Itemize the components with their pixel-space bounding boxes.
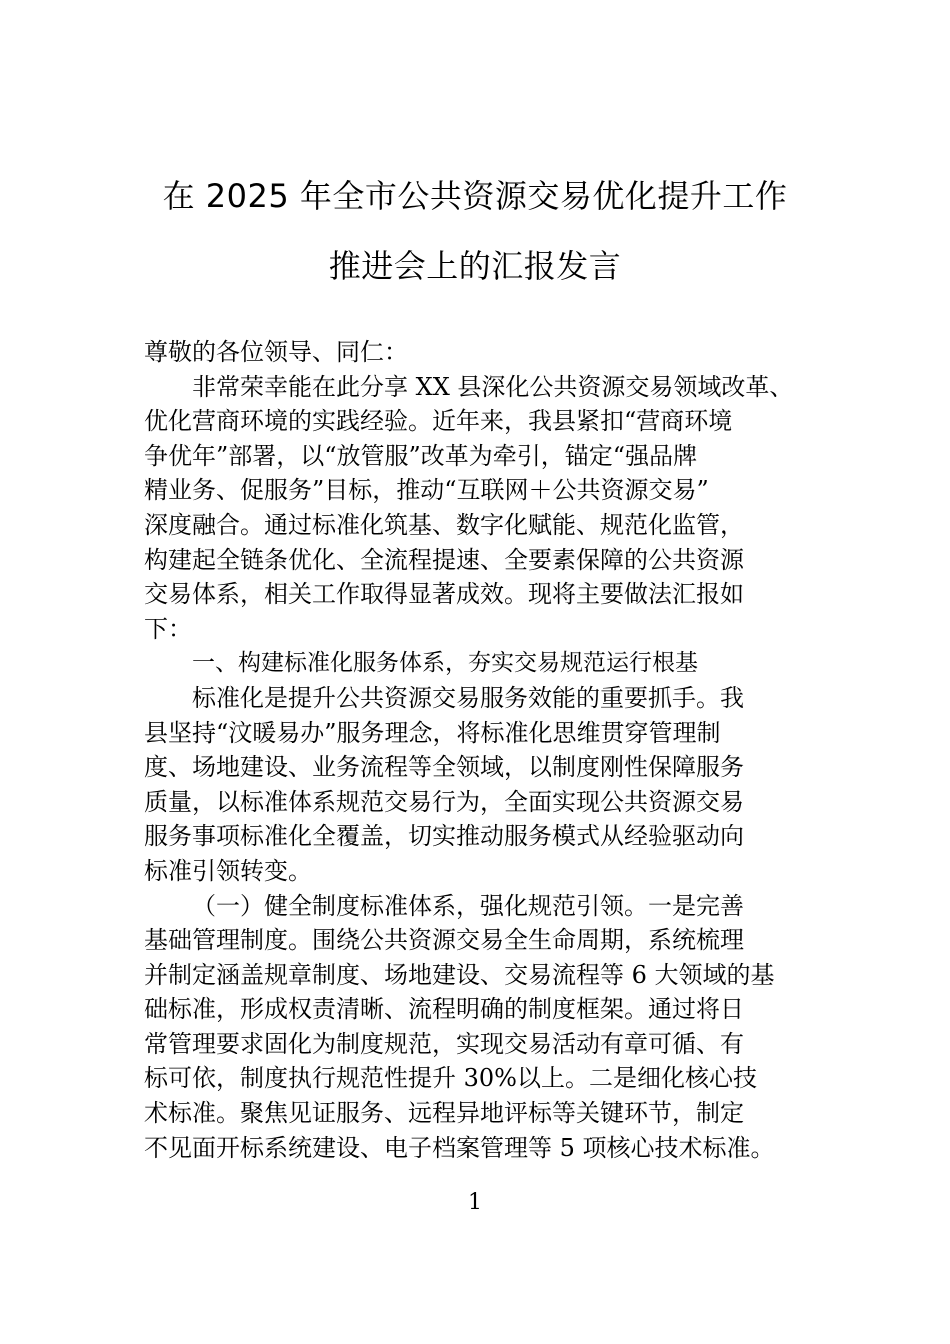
paragraph-line: （一）健全制度标准体系，强化规范引领。一是完善 (192, 891, 744, 920)
paragraph-line: 非常荣幸能在此分享 XX 县深化公共资源交易领域改革、 (192, 372, 794, 401)
paragraph-line: 基础管理制度。围绕公共资源交易全生命周期，系统梳理 (144, 926, 744, 955)
paragraph-line: 标准化是提升公共资源交易服务效能的重要抓手。我 (192, 683, 744, 712)
paragraph-line: 优化营商环境的实践经验。近年来，我县紧扣“营商环境 (144, 407, 733, 436)
document-body (144, 335, 814, 1165)
paragraph-line: 精业务、促服务”目标，推动“互联网＋公共资源交易” (144, 476, 709, 505)
paragraph-line: 并制定涵盖规章制度、场地建设、交易流程等 6 大领域的基 (144, 960, 775, 989)
document-title-line-2: 推进会上的汇报发言 (328, 247, 622, 285)
page-number: 1 (468, 1190, 482, 1215)
paragraph-line: 争优年”部署，以“放管服”改革为牵引，锚定“强品牌 (144, 441, 698, 470)
paragraph-line: 下： (144, 614, 192, 643)
paragraph-line: 常管理要求固化为制度规范，实现交易活动有章可循、有 (144, 1029, 744, 1058)
paragraph-line: 县坚持“汶暖易办”服务理念，将标准化思维贯穿管理制 (144, 718, 721, 747)
paragraph-line: 础标准，形成权责清晰、流程明确的制度框架。通过将日 (144, 995, 744, 1024)
paragraph-line: 术标准。聚焦见证服务、远程异地评标等关键环节，制定 (144, 1099, 744, 1128)
document-title-line-1: 在 2025 年全市公共资源交易优化提升工作 (162, 177, 788, 215)
paragraph-line: 度、场地建设、业务流程等全领域，以制度刚性保障服务 (144, 753, 744, 782)
paragraph-line: 标准引领转变。 (144, 856, 312, 885)
paragraph-line: 不见面开标系统建设、电子档案管理等 5 项核心技术标准。 (144, 1133, 775, 1162)
paragraph-line: 构建起全链条优化、全流程提速、全要素保障的公共资源 (144, 545, 744, 574)
paragraph-line: 标可依，制度执行规范性提升 30%以上。二是细化核心技 (144, 1064, 757, 1093)
paragraph-line: 质量，以标准体系规范交易行为，全面实现公共资源交易 (144, 787, 744, 816)
paragraph-line: 服务事项标准化全覆盖，切实推动服务模式从经验驱动向 (144, 822, 744, 851)
paragraph-line: 交易体系，相关工作取得显著成效。现将主要做法汇报如 (144, 580, 744, 609)
salutation: 尊敬的各位领导、同仁： (144, 338, 408, 366)
paragraph-line: 深度融合。通过标准化筑基、数字化赋能、规范化监管， (144, 510, 744, 539)
section-heading: 一、构建标准化服务体系，夯实交易规范运行根基 (192, 650, 698, 677)
